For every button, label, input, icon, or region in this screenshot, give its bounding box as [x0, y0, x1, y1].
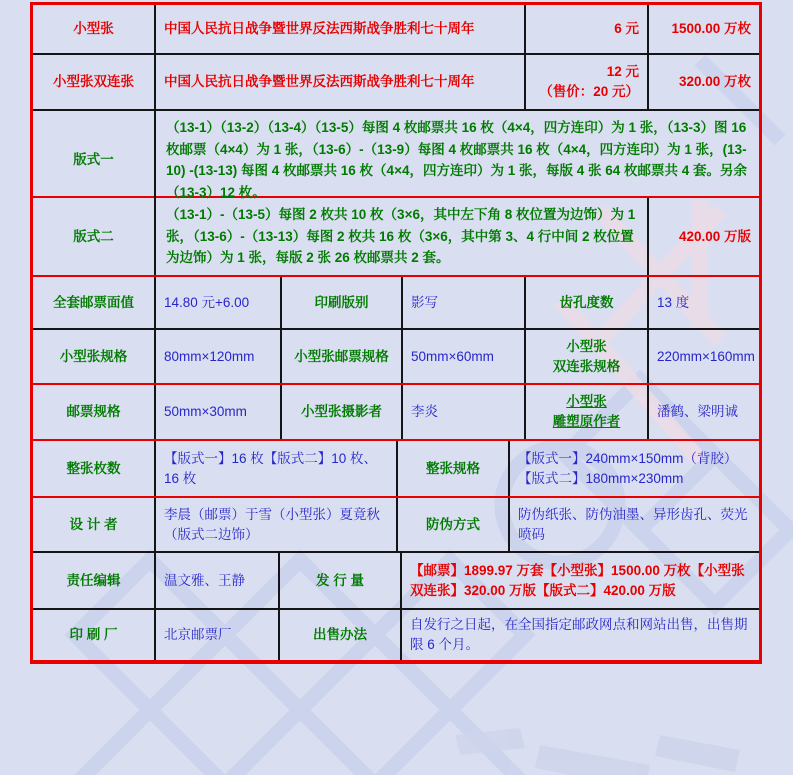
- label-printing-type: 印刷版别: [280, 277, 401, 328]
- label-double-sheet-size-line1: 小型张: [566, 338, 607, 354]
- double-sheet-face-value: [524, 55, 647, 109]
- value-full-sheet-count: 【版式一】16 枚【版式二】10 枚、16 枚: [154, 441, 396, 496]
- table-row-miniature-sheet: [33, 5, 759, 53]
- double-sheet-price: 12 元: [606, 64, 639, 79]
- value-sculpture-authors: 潘鹤、梁明诚: [647, 385, 759, 439]
- double-sheet-print-quantity: 320.00 万枚: [647, 55, 759, 109]
- label-full-set-face-value: 全套邮票面值: [53, 294, 134, 310]
- miniature-sheet-title: 中国人民抗日战争暨世界反法西斯战争胜利七十周年: [154, 5, 524, 53]
- label-miniature-sheet-stamp-size: 小型张邮票规格: [280, 330, 401, 383]
- value-miniature-sheet-size: 80mm×120mm: [154, 330, 280, 383]
- miniature-sheet-face-value: 6 元: [524, 5, 647, 53]
- value-full-set-face-value: 14.80 元+6.00: [154, 277, 280, 328]
- value-issue-quantity: 【邮票】1899.97 万套【小型张】1500.00 万枚【小型张双连张】320.00 万版【版式二】420.00 万版: [400, 553, 759, 608]
- value-double-sheet-size: 220mm×160mm: [647, 330, 759, 383]
- format-one-description: （13-1）（13-2）（13-4）（13-5）每图 4 枚邮票共 16 枚（4×4，四方连印）为 1 张，（13-3）图 16 枚邮票（4×4）为 1 张，（13-6）-（13-9）每图 4 枚邮票共 16 枚（4×4，四方连印）为 1 张，(13-10) -(13-13) 每图 4 枚邮票共 16 枚（4×4，四方连印）为 1 张，每版 4 张 64 枚邮票共 4 套。另余（13-3）12 枚。: [154, 111, 759, 209]
- table-row-double-sheet: [33, 53, 759, 109]
- row-label-double-sheet: 小型张双连张: [53, 74, 134, 89]
- label-full-sheet-size: 整张规格: [396, 441, 508, 496]
- label-photographer: 小型张摄影者: [280, 385, 401, 439]
- double-sheet-sale-price: （售价：20 元）: [539, 84, 639, 99]
- label-full-sheet-count: 整张枚数: [66, 460, 121, 476]
- format-two-description: （13-1）-（13-5）每图 2 枚共 10 枚（3×6，其中左下角 8 枚位置为边饰）为 1 张，（13-6）-（13-13）每图 2 枚共 16 枚（3×6，其中第 3、4 行中间 2 枚位置为边饰）为 1 张，每版 2 张 26 枚邮票共 2 套。: [154, 198, 647, 275]
- double-sheet-title: 中国人民抗日战争暨世界反法西斯战争胜利七十周年: [154, 55, 524, 109]
- value-printing-factory: 北京邮票厂: [154, 610, 278, 660]
- sculpture-author-link[interactable]: [524, 385, 647, 439]
- value-photographer: 李炎: [401, 385, 524, 439]
- label-responsible-editor: 责任编辑: [66, 572, 121, 588]
- label-stamp-size: 邮票规格: [66, 404, 121, 419]
- label-designer: 设 计 者: [69, 516, 118, 532]
- row-label-format-two: 版式二: [73, 228, 114, 244]
- table-row-face-value-printing-perforation: [33, 275, 759, 328]
- value-full-sheet-size: 【版式一】240mm×150mm（背胶）【版式二】180mm×230mm: [508, 441, 759, 496]
- sculpture-author-link-line2[interactable]: 雕塑原作者: [552, 414, 621, 429]
- value-anti-counterfeit: 防伪纸张、防伪油墨、异形齿孔、荧光喷码: [508, 498, 759, 551]
- table-row-editor-issue-quantity: [33, 551, 759, 608]
- label-miniature-sheet-size: 小型张规格: [59, 348, 128, 364]
- value-sale-method: 自发行之日起，在全国指定邮政网点和网站出售，出售期限 6 个月。: [400, 610, 759, 660]
- label-double-sheet-size-line2: 双连张规格: [552, 358, 621, 374]
- value-designer: 李晨（邮票）于雪（小型张）夏竟秋（版式二边饰）: [154, 498, 396, 551]
- value-perforation: 13 度: [647, 277, 759, 328]
- table-row-format-two: [33, 196, 759, 275]
- label-sale-method: 出售办法: [278, 610, 400, 660]
- label-printing-factory: 印 刷 厂: [69, 627, 118, 642]
- row-label-miniature-sheet: 小型张: [73, 21, 114, 36]
- row-label-format-one: 版式一: [73, 152, 114, 167]
- value-stamp-size: 50mm×30mm: [154, 385, 280, 439]
- sculpture-author-link-line1[interactable]: 小型张: [566, 394, 607, 409]
- value-responsible-editor: 温文雅、王静: [154, 553, 278, 608]
- label-issue-quantity: 发 行 量: [278, 553, 400, 608]
- label-perforation: 齿孔度数: [524, 277, 647, 328]
- table-row-format-one: [33, 109, 759, 200]
- label-anti-counterfeit: 防伪方式: [396, 498, 508, 551]
- value-miniature-sheet-stamp-size: 50mm×60mm: [401, 330, 524, 383]
- table-row-printer-sale-method: [33, 608, 759, 660]
- table-row-full-sheet: [33, 439, 759, 496]
- label-double-sheet-size: [524, 330, 647, 383]
- value-printing-type: 影写: [401, 277, 524, 328]
- miniature-sheet-print-quantity: 1500.00 万枚: [647, 5, 759, 53]
- table-row-designer-security: [33, 496, 759, 551]
- table-row-sheet-sizes: [33, 328, 759, 383]
- stamp-info-table: [30, 2, 762, 664]
- format-two-print-quantity: 420.00 万版: [647, 198, 759, 275]
- table-row-stamp-size-authors: [33, 383, 759, 439]
